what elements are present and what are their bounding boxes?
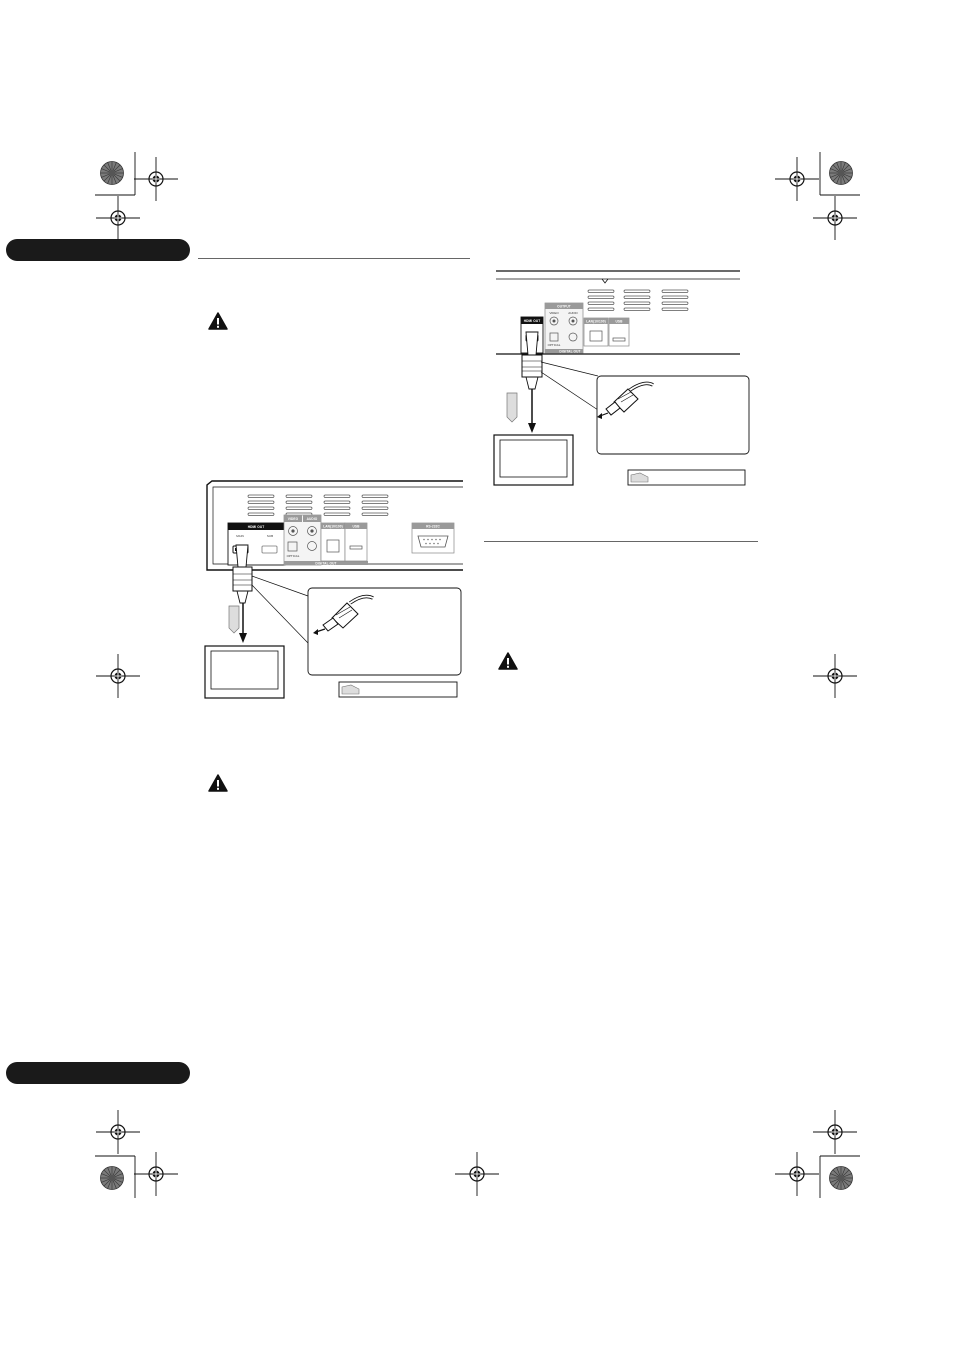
- color-wheel-icon: [101, 1167, 124, 1190]
- registration-mark-icon: [96, 1110, 140, 1154]
- warning-triangle-icon: [498, 652, 518, 670]
- arrow-down-icon: [528, 423, 536, 433]
- main-label: MAIN: [236, 534, 244, 538]
- lan-label: LAN(10/100): [586, 319, 606, 324]
- usb-label: USB: [352, 524, 360, 529]
- registration-mark-icon: [96, 654, 140, 698]
- registration-mark-icon: [775, 157, 819, 201]
- registration-mark-icon: [775, 1152, 819, 1196]
- video-label: VIDEO: [549, 311, 559, 315]
- zoom-callout: [308, 588, 461, 675]
- registration-mark-icon: [96, 196, 140, 240]
- color-wheel-icon: [830, 1167, 853, 1190]
- lan-label: LAN(10/100): [323, 524, 343, 529]
- arrow-down-icon: [507, 393, 517, 422]
- zoom-callout: [597, 376, 749, 454]
- registration-mark-icon: [813, 1110, 857, 1154]
- digital-out-label: DIGITAL OUT: [559, 349, 581, 354]
- sub-label: SUB: [266, 534, 274, 538]
- rs232c-label: RS-232C: [426, 524, 440, 529]
- audio-label: AUDIO: [568, 311, 578, 315]
- color-wheel-icon: [101, 162, 124, 185]
- arrow-down-icon: [239, 633, 247, 643]
- arrow-down-icon: [229, 606, 239, 633]
- audio-label: AUDIO: [306, 517, 318, 521]
- color-wheel-icon: [830, 162, 853, 185]
- hdmi-connection-diagram-full: [200, 475, 470, 715]
- optical-label: OPTICAL: [547, 343, 561, 347]
- optical-label: OPTICAL: [286, 554, 300, 558]
- registration-mark-icon: [134, 1152, 178, 1196]
- registration-mark-icon: [813, 196, 857, 240]
- registration-mark-icon: [134, 157, 178, 201]
- registration-mark-icon: [455, 1152, 499, 1196]
- warning-triangle-icon: [208, 312, 228, 330]
- hdmi-connection-diagram-compact: [490, 265, 760, 495]
- hdmi-out-label: HDMI OUT: [247, 525, 265, 529]
- digital-out-label: DIGITAL OUT: [315, 561, 337, 566]
- output-label: OUTPUT: [557, 304, 571, 309]
- hdmi-out-label: HDMI OUT: [523, 319, 541, 323]
- warning-triangle-icon: [208, 774, 228, 792]
- video-label: VIDEO: [287, 517, 299, 521]
- usb-label: USB: [615, 319, 623, 324]
- registration-mark-icon: [813, 654, 857, 698]
